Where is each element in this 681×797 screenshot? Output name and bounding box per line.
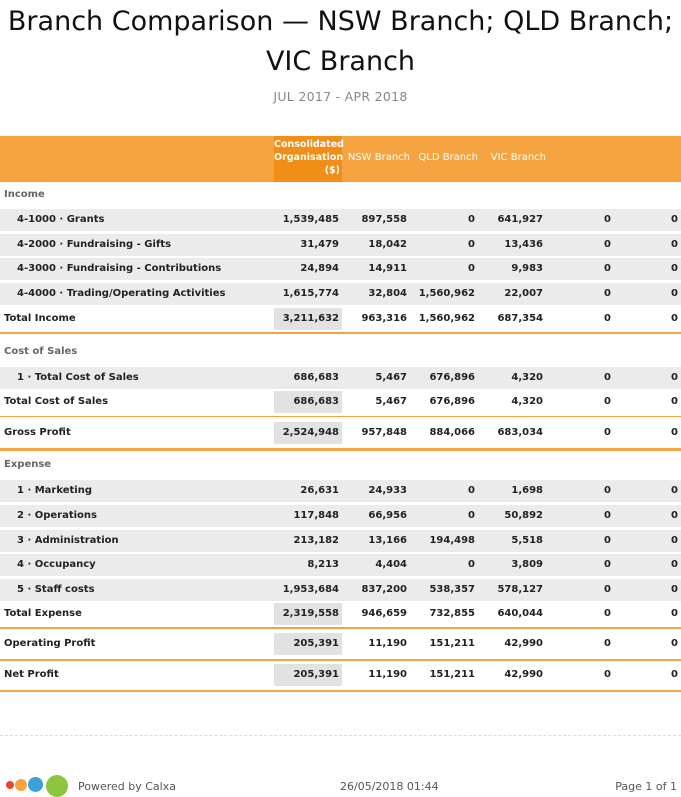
row-value: 32,804: [368, 288, 407, 299]
row-value: 0: [671, 559, 678, 570]
row-value: 42,990: [504, 638, 543, 649]
row-value: 151,211: [429, 669, 475, 680]
row-value: 8,213: [307, 559, 339, 570]
col-header-consolidated: Consolidated Organisation ($): [274, 136, 342, 182]
row-value: 0: [604, 288, 611, 299]
row-label: Total Cost of Sales: [4, 396, 109, 407]
page-number: Page 1 of 1: [615, 780, 677, 793]
row-value: 24,894: [300, 263, 339, 274]
col-header-nsw: NSW Branch: [347, 152, 410, 163]
row-value: 0: [604, 608, 611, 619]
row-value: 42,990: [504, 669, 543, 680]
row-value: 1,560,962: [418, 288, 475, 299]
table-row-marketing: [0, 480, 681, 502]
row-label: 2 · Operations: [17, 510, 97, 521]
row-value: 0: [671, 239, 678, 250]
row-value: 1,953,684: [282, 584, 339, 595]
row-value: 117,848: [293, 510, 339, 521]
row-value: 0: [671, 510, 678, 521]
row-value: 0: [604, 559, 611, 570]
row-value: 0: [604, 584, 611, 595]
row-value: 14,911: [368, 263, 407, 274]
row-value: 205,391: [293, 669, 339, 680]
row-value: 0: [604, 485, 611, 496]
row-value: 0: [671, 584, 678, 595]
row-value: 9,983: [511, 263, 543, 274]
row-value: 0: [671, 608, 678, 619]
row-value: 0: [604, 396, 611, 407]
row-value: 18,042: [368, 239, 407, 250]
row-value: 24,933: [368, 485, 407, 496]
row-label: 4-3000 · Fundraising - Contributions: [17, 263, 222, 274]
calxa-logo-dot-blue: [28, 777, 43, 792]
row-value: 1,539,485: [282, 214, 339, 225]
table-row-occupancy: [0, 554, 681, 576]
row-label: Gross Profit: [4, 427, 71, 438]
row-value: 0: [671, 427, 678, 438]
table-row-tcos: [0, 367, 681, 389]
title-line-1: Branch Comparison — NSW Branch; QLD Branch;: [7, 6, 674, 37]
row-value: 3,809: [511, 559, 543, 570]
table-row-net-profit: [0, 664, 681, 686]
row-value: 640,044: [497, 608, 543, 619]
row-value: 194,498: [429, 535, 475, 546]
row-value: 151,211: [429, 638, 475, 649]
table-row-total-cos: [0, 391, 681, 413]
divider: [0, 659, 681, 661]
row-value: 13,436: [504, 239, 543, 250]
row-value: 0: [604, 372, 611, 383]
row-value: 0: [468, 559, 475, 570]
row-label: Net Profit: [4, 669, 59, 680]
calxa-logo-dot-red: [6, 781, 14, 789]
row-value: 213,182: [293, 535, 339, 546]
row-value: 0: [604, 239, 611, 250]
row-value: 0: [671, 372, 678, 383]
row-label: 4-2000 · Fundraising - Gifts: [17, 239, 172, 250]
row-value: 538,357: [429, 584, 475, 595]
row-value: 0: [604, 427, 611, 438]
row-value: 0: [671, 485, 678, 496]
table-row-gifts: [0, 234, 681, 256]
row-value: 687,354: [497, 313, 543, 324]
table-row-staff: [0, 579, 681, 601]
row-value: 0: [671, 214, 678, 225]
row-label: Operating Profit: [4, 638, 96, 649]
table-row-grants: [0, 209, 681, 231]
row-value: 686,683: [293, 372, 339, 383]
row-value: 0: [671, 669, 678, 680]
section-expense: Expense: [4, 459, 52, 470]
row-value: 0: [604, 535, 611, 546]
row-value: 5,518: [511, 535, 543, 546]
row-label: 1 · Marketing: [17, 485, 92, 496]
row-value: 641,927: [497, 214, 543, 225]
row-value: 897,558: [361, 214, 407, 225]
row-value: 676,896: [429, 396, 475, 407]
row-value: 2,524,948: [282, 427, 339, 438]
footer-timestamp: 26/05/2018 01:44: [340, 780, 439, 793]
row-value: 22,007: [504, 288, 543, 299]
footer-separator: [0, 735, 681, 764]
divider: [0, 690, 681, 692]
row-value: 1,698: [511, 485, 543, 496]
row-value: 0: [468, 485, 475, 496]
row-value: 0: [671, 263, 678, 274]
row-value: 4,404: [375, 559, 407, 570]
row-label: 4 · Occupancy: [17, 559, 96, 570]
row-value: 2,319,558: [282, 608, 339, 619]
row-value: 686,683: [293, 396, 339, 407]
row-value: 66,956: [368, 510, 407, 521]
row-value: 205,391: [293, 638, 339, 649]
report-period: JUL 2017 - APR 2018: [273, 89, 408, 104]
powered-by: Powered by Calxa: [78, 780, 176, 793]
row-label: 4-1000 · Grants: [17, 214, 105, 225]
row-label: 3 · Administration: [17, 535, 119, 546]
row-value: 0: [468, 263, 475, 274]
table-row-trading: [0, 283, 681, 305]
row-value: 1,615,774: [282, 288, 339, 299]
row-value: 0: [604, 313, 611, 324]
row-value: 732,855: [429, 608, 475, 619]
row-value: 957,848: [361, 427, 407, 438]
row-value: 26,631: [300, 485, 339, 496]
row-label: 1 · Total Cost of Sales: [17, 372, 139, 383]
section-income: Income: [4, 189, 45, 200]
row-value: 50,892: [504, 510, 543, 521]
row-value: 963,316: [361, 313, 407, 324]
row-value: 31,479: [300, 239, 339, 250]
row-value: 13,166: [368, 535, 407, 546]
row-value: 837,200: [361, 584, 407, 595]
row-value: 0: [671, 313, 678, 324]
row-label: 4-4000 · Trading/Operating Activities: [17, 288, 226, 299]
row-value: 578,127: [497, 584, 543, 595]
row-value: 4,320: [511, 372, 543, 383]
title-line-2: VIC Branch: [265, 46, 416, 77]
divider: [0, 332, 681, 334]
table-row-operating-profit: [0, 633, 681, 655]
table-row-total-expense: [0, 603, 681, 625]
row-label: 5 · Staff costs: [17, 584, 95, 595]
divider: [0, 416, 681, 417]
row-value: 11,190: [368, 638, 407, 649]
row-value: 0: [604, 214, 611, 225]
row-value: 884,066: [429, 427, 475, 438]
table-row-contrib: [0, 258, 681, 280]
row-value: 946,659: [361, 608, 407, 619]
row-value: 4,320: [511, 396, 543, 407]
table-row-operations: [0, 505, 681, 527]
row-value: 0: [671, 638, 678, 649]
row-value: 683,034: [497, 427, 543, 438]
row-value: 5,467: [375, 372, 407, 383]
row-value: 676,896: [429, 372, 475, 383]
divider: [0, 627, 681, 629]
row-value: 0: [671, 288, 678, 299]
row-value: 11,190: [368, 669, 407, 680]
row-value: 0: [604, 669, 611, 680]
section-cost-of-sales: Cost of Sales: [4, 346, 78, 357]
row-value: 0: [604, 510, 611, 521]
table-row-gross-profit: [0, 422, 681, 444]
table-row-administration: [0, 530, 681, 552]
row-label: Total Expense: [4, 608, 82, 619]
row-value: 0: [671, 396, 678, 407]
col-header-qld: QLD Branch: [418, 152, 478, 163]
row-value: 0: [468, 510, 475, 521]
calxa-logo-dot-orange: [15, 779, 27, 791]
row-value: 0: [671, 535, 678, 546]
report-title: [0, 2, 681, 82]
row-value: 0: [604, 263, 611, 274]
row-value: 0: [604, 638, 611, 649]
table-row-total-income: [0, 308, 681, 330]
row-label: Total Income: [4, 313, 76, 324]
divider: [0, 448, 681, 451]
row-value: 1,560,962: [418, 313, 475, 324]
row-value: 0: [468, 214, 475, 225]
row-value: 5,467: [375, 396, 407, 407]
calxa-logo-dot-green: [46, 775, 68, 797]
col-header-vic: VIC Branch: [490, 152, 546, 163]
row-value: 0: [468, 239, 475, 250]
row-value: 3,211,632: [282, 313, 339, 324]
